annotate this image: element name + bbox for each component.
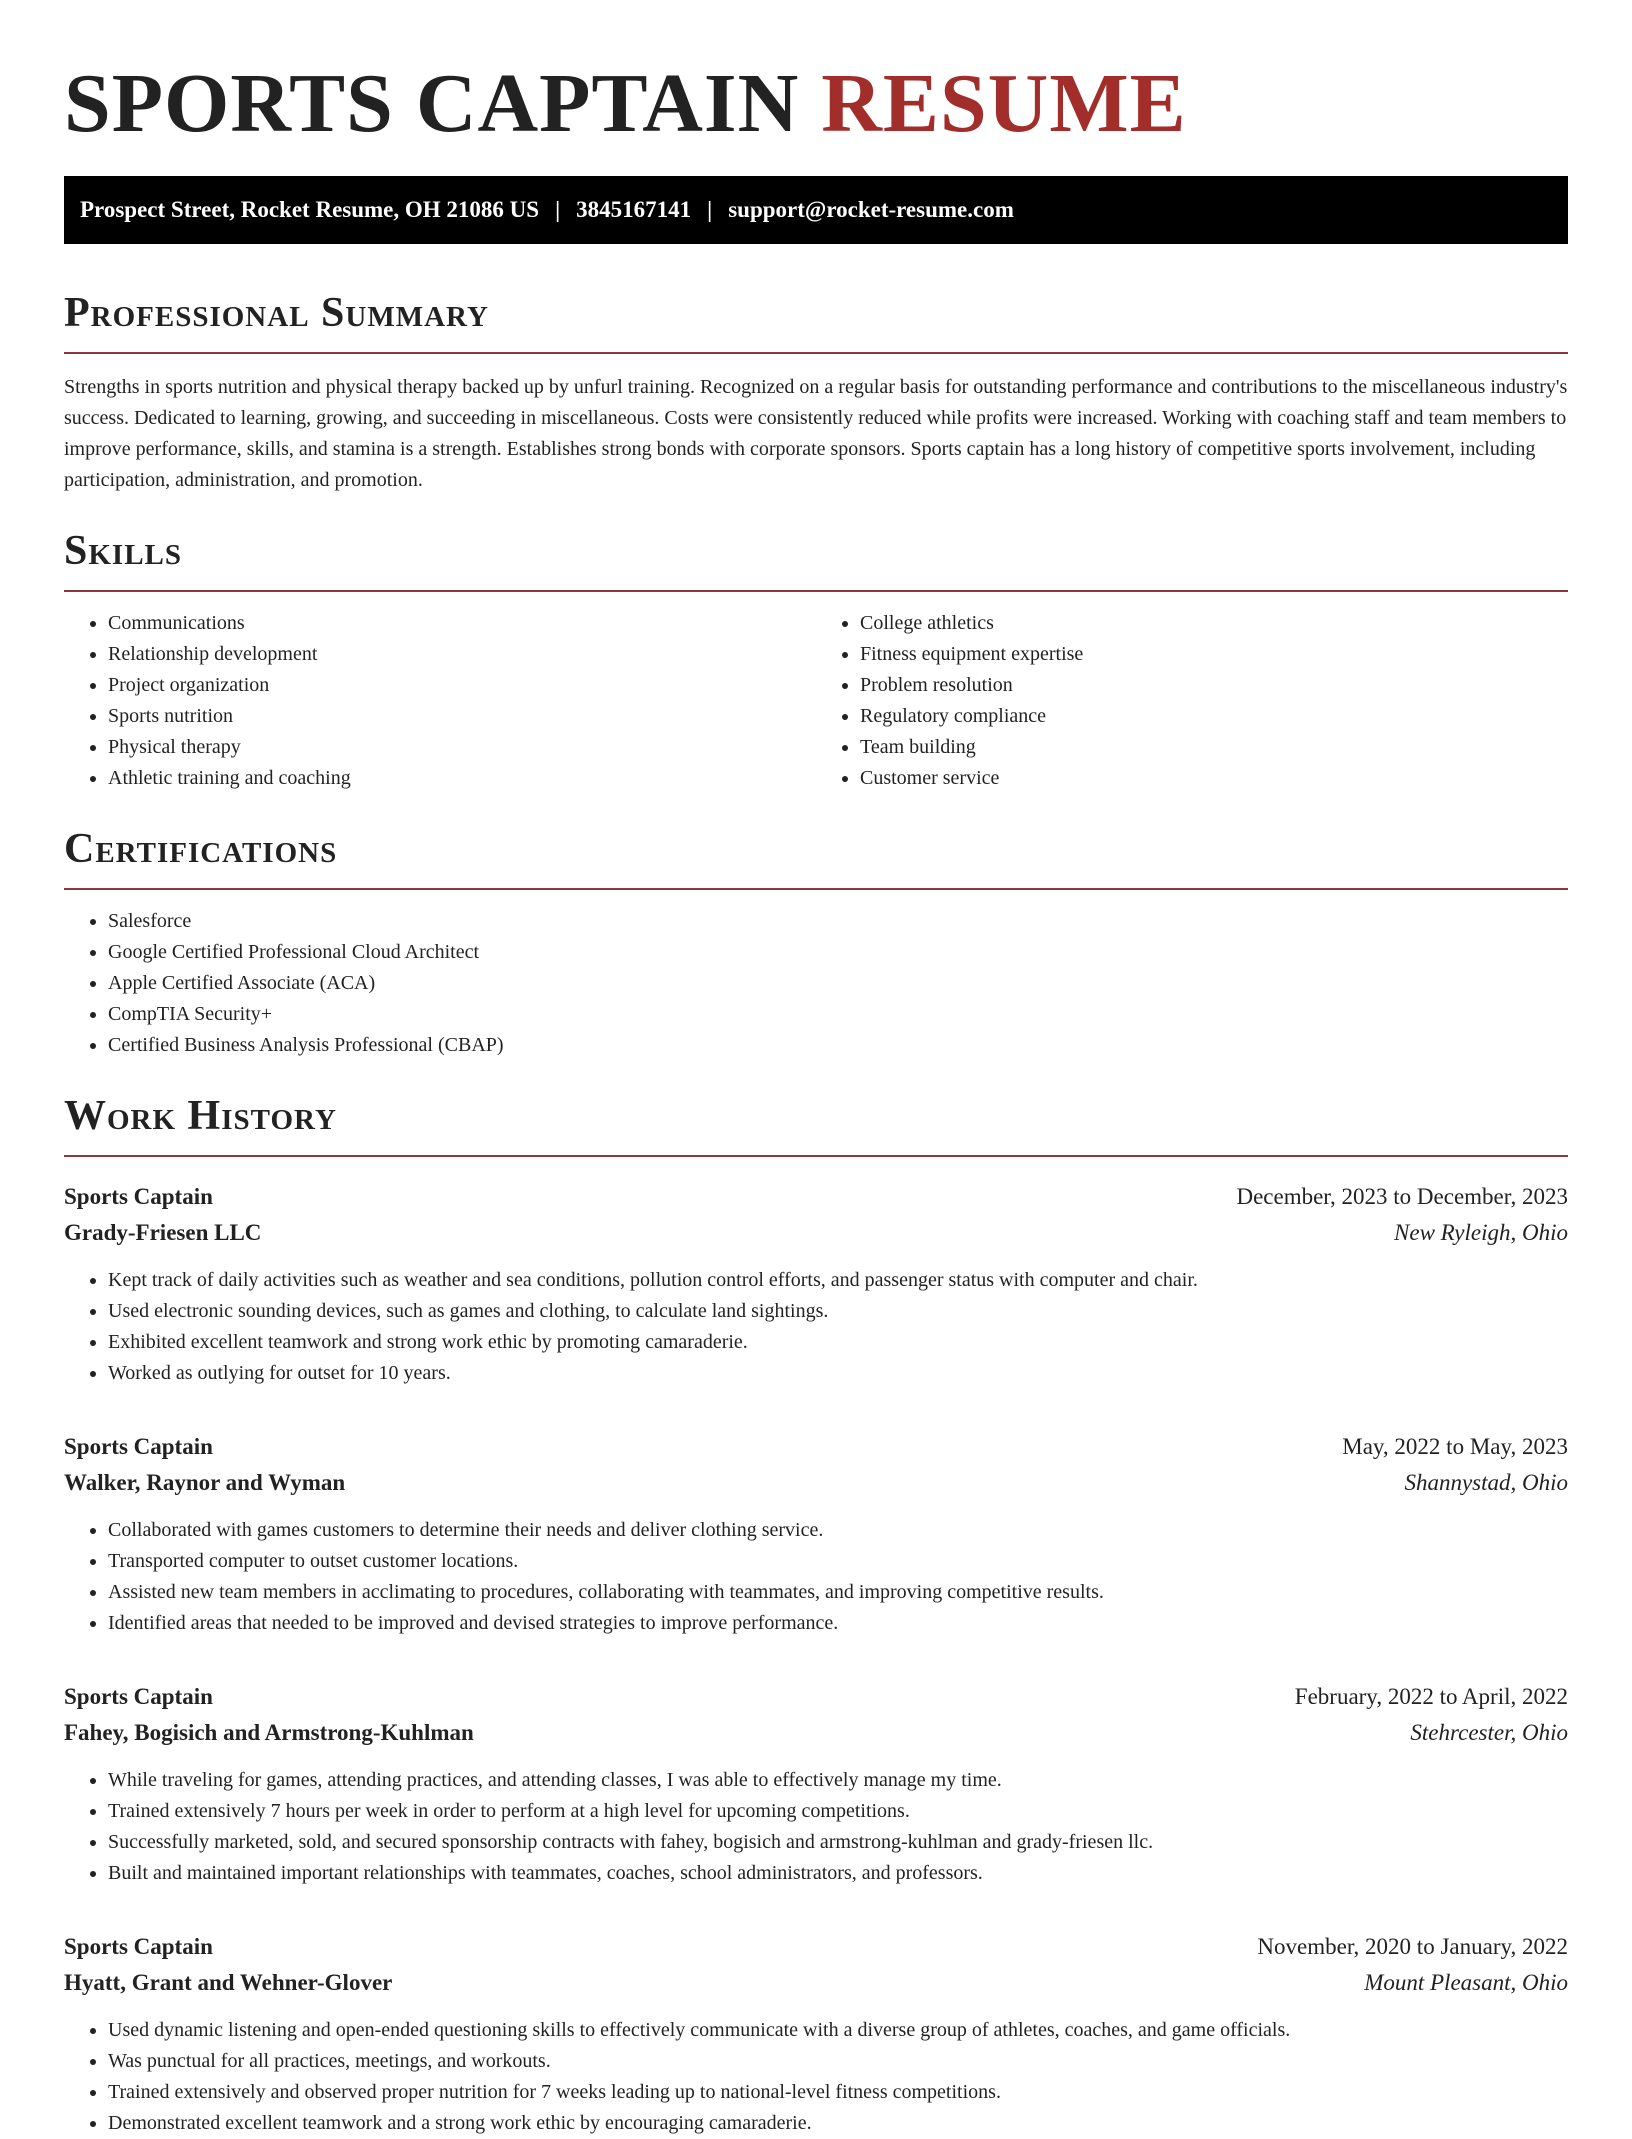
job-bullet: • Was punctual for all practices, meetings, and workouts. bbox=[108, 2046, 1568, 2077]
skill-item: • Problem resolution bbox=[860, 670, 1568, 701]
contact-email[interactable]: support@rocket-resume.com bbox=[728, 197, 1014, 222]
certification-item: • Google Certified Professional Cloud Architect bbox=[108, 937, 1568, 968]
skill-item: • Relationship development bbox=[108, 639, 816, 670]
job-bullet: • Demonstrated excellent teamwork and a strong work ethic by encouraging camaraderie. bbox=[108, 2108, 1568, 2139]
job-header-row bbox=[64, 1179, 1568, 1215]
job-header-row bbox=[64, 1929, 1568, 1965]
contact-separator: | bbox=[707, 197, 713, 222]
job-bullet: • Collaborated with games customers to determine their needs and deliver clothing service. bbox=[108, 1515, 1568, 1546]
title-accent: RESUME bbox=[821, 57, 1187, 150]
job-bullet: • Transported computer to outset customer locations. bbox=[108, 1546, 1568, 1577]
section-divider bbox=[64, 1155, 1568, 1157]
job-entry bbox=[64, 1179, 1568, 1389]
job-dates: December, 2023 to December, 2023 bbox=[1236, 1184, 1568, 1209]
contact-bar bbox=[64, 176, 1568, 244]
job-title: Sports Captain bbox=[64, 1934, 213, 1959]
job-company: Hyatt, Grant and Wehner-Glover bbox=[64, 1970, 393, 1995]
skill-item: • Regulatory compliance bbox=[860, 701, 1568, 732]
certification-item: • Apple Certified Associate (ACA) bbox=[108, 968, 1568, 999]
job-bullet: • Kept track of daily activities such as weather and sea conditions, pollution control efforts, and passenger status with computer and chair. bbox=[108, 1265, 1568, 1296]
skills-column-right bbox=[816, 608, 1568, 794]
job-company-row bbox=[64, 1465, 1568, 1501]
section-title-work-history: Work History bbox=[64, 1093, 337, 1139]
section-divider bbox=[64, 888, 1568, 890]
job-dates: November, 2020 to January, 2022 bbox=[1257, 1934, 1568, 1959]
job-company-row bbox=[64, 1965, 1568, 2001]
job-bullet: • Assisted new team members in acclimating to procedures, collaborating with teammates, and improving competitive results. bbox=[108, 1577, 1568, 1608]
skill-item: • Sports nutrition bbox=[108, 701, 816, 732]
job-location: New Ryleigh, Ohio bbox=[1394, 1220, 1568, 1245]
job-bullets bbox=[64, 1265, 1568, 1389]
job-entry bbox=[64, 1679, 1568, 1889]
summary-section bbox=[64, 288, 1568, 496]
job-title: Sports Captain bbox=[64, 1434, 213, 1459]
job-bullet: • Exhibited excellent teamwork and strong work ethic by promoting camaraderie. bbox=[108, 1327, 1568, 1358]
skills-column-left bbox=[64, 608, 816, 794]
certifications-list bbox=[64, 906, 1568, 1061]
skill-item: • Project organization bbox=[108, 670, 816, 701]
job-title: Sports Captain bbox=[64, 1684, 213, 1709]
job-company: Grady-Friesen LLC bbox=[64, 1220, 262, 1245]
job-company-row bbox=[64, 1715, 1568, 1751]
job-bullets bbox=[64, 1765, 1568, 1889]
job-company: Fahey, Bogisich and Armstrong-Kuhlman bbox=[64, 1720, 474, 1745]
skill-item: • Athletic training and coaching bbox=[108, 763, 816, 794]
job-location: Stehrcester, Ohio bbox=[1410, 1720, 1568, 1745]
title-main: SPORTS CAPTAIN bbox=[64, 57, 800, 150]
job-dates: May, 2022 to May, 2023 bbox=[1342, 1434, 1568, 1459]
skill-item: • Physical therapy bbox=[108, 732, 816, 763]
skill-item: • Communications bbox=[108, 608, 816, 639]
section-divider bbox=[64, 590, 1568, 592]
job-header-row bbox=[64, 1429, 1568, 1465]
job-bullet: • Successfully marketed, sold, and secured sponsorship contracts with fahey, bogisich and armstrong-kuhlman and grady-friesen llc. bbox=[108, 1827, 1568, 1858]
job-dates: February, 2022 to April, 2022 bbox=[1294, 1684, 1568, 1709]
jobs-list bbox=[64, 1179, 1568, 2139]
job-location: Mount Pleasant, Ohio bbox=[1364, 1970, 1568, 1995]
skill-item: • Customer service bbox=[860, 763, 1568, 794]
skills-section bbox=[64, 526, 1568, 794]
job-company: Walker, Raynor and Wyman bbox=[64, 1470, 346, 1495]
job-bullet: • Worked as outlying for outset for 10 years. bbox=[108, 1358, 1568, 1389]
skills-grid bbox=[64, 608, 1568, 794]
section-divider bbox=[64, 352, 1568, 354]
contact-separator: | bbox=[555, 197, 561, 222]
job-bullet: • Built and maintained important relationships with teammates, coaches, school administrators, and professors. bbox=[108, 1858, 1568, 1889]
job-header-row bbox=[64, 1679, 1568, 1715]
job-bullet: • Used dynamic listening and open-ended questioning skills to effectively communicate with a diverse group of athletes, coaches, and game officials. bbox=[108, 2015, 1568, 2046]
job-title: Sports Captain bbox=[64, 1184, 213, 1209]
section-title-certifications: Certifications bbox=[64, 826, 338, 872]
summary-text: Strengths in sports nutrition and physical therapy backed up by unfurl training. Recognized on a regular basis for outstanding performance and contributions to the miscellaneous industry's success. Dedicated to learning, growing, and succeeding in miscellaneous. Costs were consistently reduced while profits were increased. Working with coaching staff and team members to improve performance, skills, and stamina is a strength. Establishes strong bonds with corporate sponsors. Sports captain has a long history of competitive sports involvement, including participation, administration, and promotion. bbox=[64, 376, 1568, 491]
section-title-summary: Professional Summary bbox=[64, 290, 489, 336]
job-bullet: • Trained extensively and observed proper nutrition for 7 weeks leading up to national-level fitness competitions. bbox=[108, 2077, 1568, 2108]
section-title-skills: Skills bbox=[64, 528, 183, 574]
job-bullet: • Identified areas that needed to be improved and devised strategies to improve performance. bbox=[108, 1608, 1568, 1639]
contact-address: Prospect Street, Rocket Resume, OH 21086 US bbox=[80, 197, 540, 222]
job-bullet: • Trained extensively 7 hours per week in order to perform at a high level for upcoming competitions. bbox=[108, 1796, 1568, 1827]
certification-item: • Salesforce bbox=[108, 906, 1568, 937]
skill-item: • Team building bbox=[860, 732, 1568, 763]
job-bullets bbox=[64, 1515, 1568, 1639]
certification-item: • CompTIA Security+ bbox=[108, 999, 1568, 1030]
job-bullets bbox=[64, 2015, 1568, 2139]
skill-item: • College athletics bbox=[860, 608, 1568, 639]
job-location: Shannystad, Ohio bbox=[1404, 1470, 1568, 1495]
resume-title bbox=[64, 0, 1568, 150]
work-history-section bbox=[64, 1091, 1568, 2139]
job-entry bbox=[64, 1929, 1568, 2139]
contact-phone: 3845167141 bbox=[576, 197, 692, 222]
job-company-row bbox=[64, 1215, 1568, 1251]
certification-item: • Certified Business Analysis Professional (CBAP) bbox=[108, 1030, 1568, 1061]
job-bullet: • Used electronic sounding devices, such as games and clothing, to calculate land sightings. bbox=[108, 1296, 1568, 1327]
certifications-section bbox=[64, 824, 1568, 1061]
job-entry bbox=[64, 1429, 1568, 1639]
skill-item: • Fitness equipment expertise bbox=[860, 639, 1568, 670]
job-bullet: • While traveling for games, attending practices, and attending classes, I was able to effectively manage my time. bbox=[108, 1765, 1568, 1796]
